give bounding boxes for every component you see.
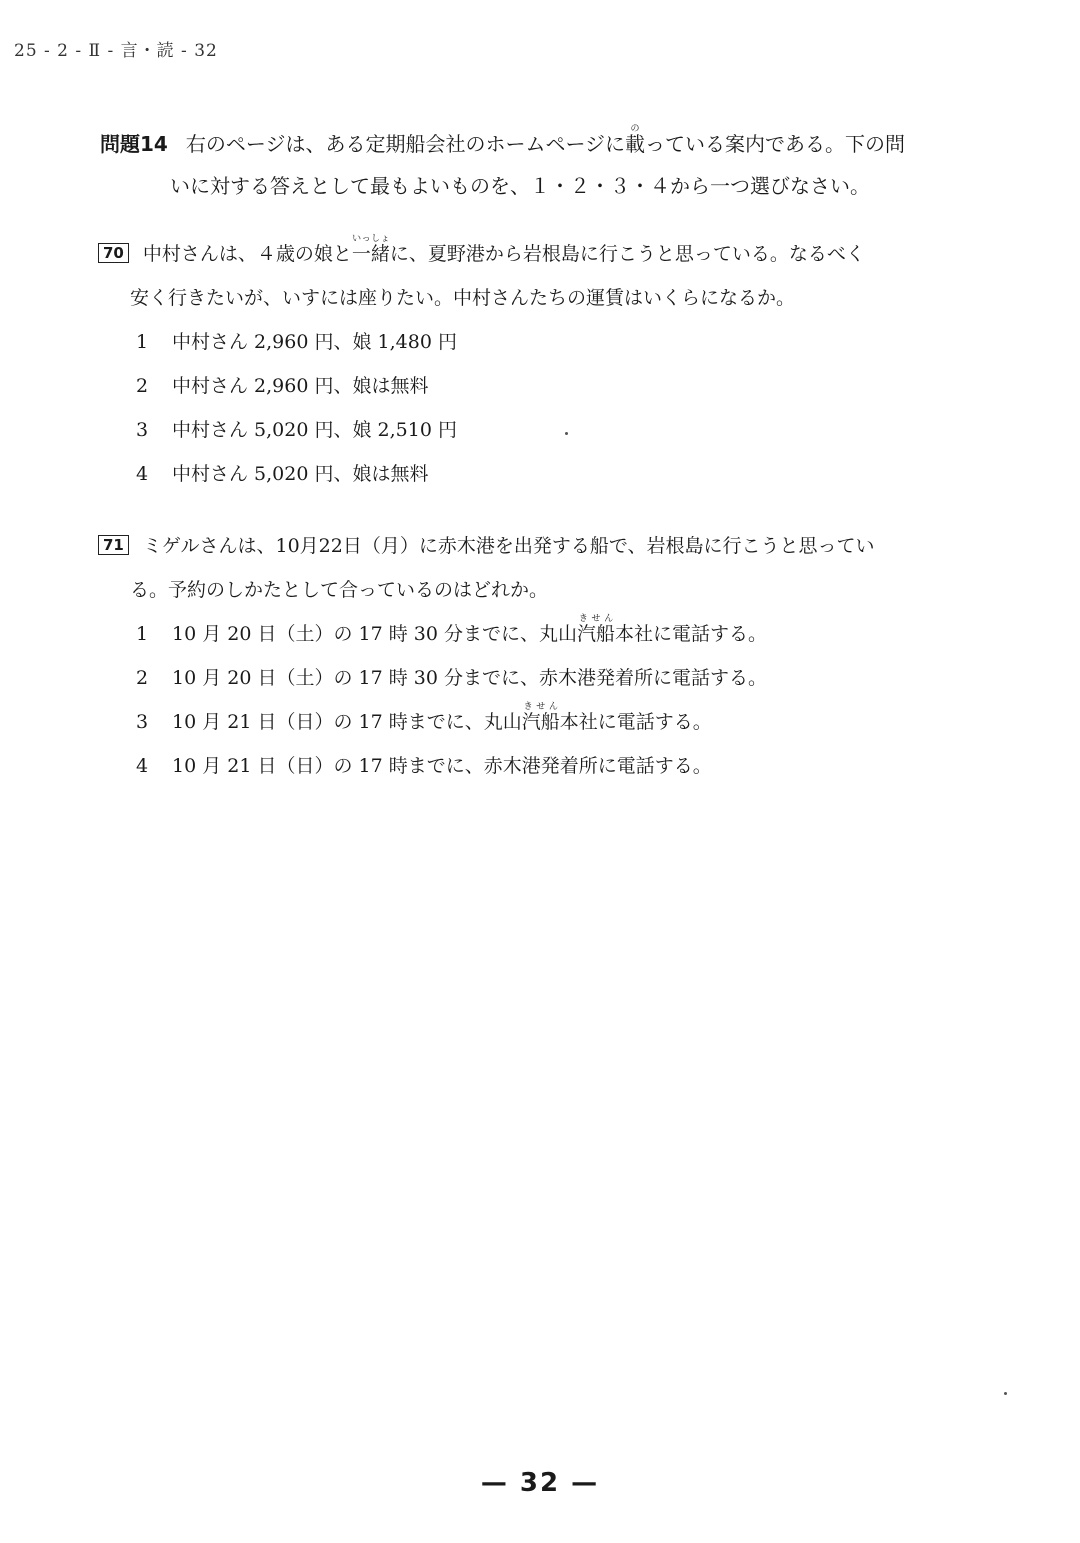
option-number: 1	[136, 623, 149, 645]
option-text: 中村さん 2,960 円、娘は無料	[172, 375, 429, 397]
option-text: 中村さん 5,020 円、娘 2,510 円	[172, 419, 457, 441]
question-number-box: 70	[98, 243, 129, 263]
instruction-line-2: いに対する答えとして最もよいものを、１・２・３・４から一つ選びなさい。	[170, 174, 870, 198]
option-text: 中村さん 5,020 円、娘は無料	[172, 463, 429, 485]
question-stem-line-1	[98, 232, 958, 276]
stem-text-a: 中村さんは、４歳の娘と	[142, 243, 352, 265]
ruby-text: きせん	[577, 614, 616, 624]
option-ruby	[577, 614, 616, 645]
page-number: — 32 —	[480, 1468, 600, 1498]
scan-speck	[565, 432, 568, 435]
instruction	[100, 124, 960, 198]
option-4[interactable]	[98, 744, 958, 788]
option-text-b: 本社に電話する。	[615, 623, 768, 645]
page-code: 25 - 2 - Ⅱ - 言・読 - 32	[14, 41, 218, 61]
option-4[interactable]	[98, 452, 958, 496]
option-1[interactable]	[98, 320, 958, 364]
option-3[interactable]	[98, 408, 958, 452]
ruby-base: 汽船	[577, 623, 616, 645]
option-text: 10 月 21 日（日）の 17 時までに、赤木港発着所に電話する。	[172, 755, 712, 777]
option-number: 2	[136, 375, 149, 397]
stem-ruby	[351, 234, 390, 265]
instruction-text-b: っている案内である。下の問	[645, 132, 906, 156]
ruby-text: いっしょ	[351, 234, 390, 244]
problem-label: 問題14	[100, 132, 168, 156]
option-text: 10 月 20 日（土）の 17 時 30 分までに、赤木港発着所に電話する。	[172, 667, 767, 689]
option-number: 4	[136, 755, 149, 777]
option-number: 2	[136, 667, 149, 689]
option-number: 3	[136, 419, 149, 441]
option-3[interactable]	[98, 700, 958, 744]
option-2[interactable]	[98, 656, 958, 700]
instruction-line-1	[100, 124, 960, 159]
option-text-b: 本社に電話する。	[559, 711, 712, 733]
instruction-text-a: 右のページは、ある定期船会社のホームページに	[185, 132, 626, 156]
option-text-a: 10 月 21 日（日）の 17 時までに、丸山	[172, 711, 522, 733]
ruby-text: の	[625, 124, 646, 134]
stem-text: ミゲルさんは、10月22日（月）に赤木港を出発する船で、岩根島に行こうと思ってい	[142, 535, 875, 557]
option-1[interactable]	[98, 612, 958, 656]
ruby-base: 汽船	[521, 711, 560, 733]
option-number: 4	[136, 463, 149, 485]
ruby-base: 載	[625, 132, 646, 156]
question-70	[98, 232, 958, 496]
stem-text-b: に、夏野港から岩根島に行こうと思っている。なるべく	[389, 243, 865, 265]
option-text-a: 10 月 20 日（土）の 17 時 30 分までに、丸山	[172, 623, 577, 645]
question-number-box: 71	[98, 535, 129, 555]
option-ruby	[521, 702, 560, 733]
option-2[interactable]	[98, 364, 958, 408]
option-number: 3	[136, 711, 149, 733]
ruby-base: 一緒	[351, 243, 390, 265]
ruby-text: きせん	[521, 702, 560, 712]
option-text: 中村さん 2,960 円、娘 1,480 円	[172, 331, 457, 353]
question-71	[98, 524, 958, 788]
question-stem-line-2: る。予約のしかたとして合っているのはどれか。	[130, 579, 549, 601]
question-stem-line-1	[98, 524, 958, 568]
question-stem-line-2: 安く行きたいが、いすには座りたい。中村さんたちの運賃はいくらになるか。	[130, 287, 796, 309]
instruction-ruby	[625, 124, 646, 156]
option-number: 1	[136, 331, 149, 353]
scan-speck	[1004, 1392, 1007, 1395]
